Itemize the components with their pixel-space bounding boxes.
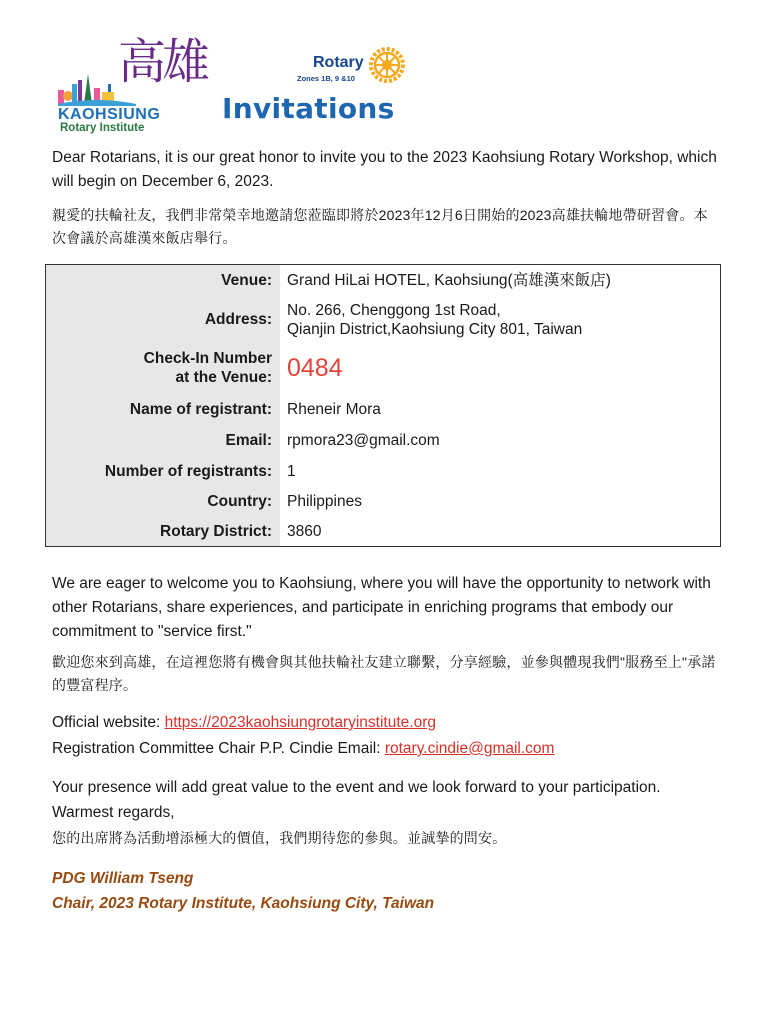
email-value: rpmora23@gmail.com bbox=[287, 432, 440, 449]
venue-label: Venue: bbox=[221, 272, 272, 289]
chair-email-link[interactable]: rotary.cindie@gmail.com bbox=[384, 740, 555, 757]
welcome-english: We are eager to welcome you to Kaohsiung, where you will have the opportunity to network with other Rotarians, share experiences, and participate in enriching programs that embody our commitment to "service first." bbox=[52, 575, 711, 640]
checkin-label-line-1: Check-In Number bbox=[143, 350, 272, 367]
checkin-number: 0484 bbox=[287, 354, 343, 382]
signature-name: PDG William Tseng bbox=[52, 870, 194, 887]
rotary-wheel-icon bbox=[369, 47, 405, 83]
rotary-zones-text: Zones 1B, 9 &10 bbox=[297, 74, 355, 83]
logo-chinese-characters: 高雄 bbox=[118, 34, 207, 90]
page-title: Invitations bbox=[222, 92, 395, 125]
venue-value: Grand HiLai HOTEL, Kaohsiung(高雄漢來飯店) bbox=[287, 272, 611, 289]
address-line-2: Qianjin District,Kaohsiung City 801, Taiwan bbox=[287, 321, 583, 338]
registrant-label: Name of registrant: bbox=[129, 401, 272, 418]
closing-english: Your presence will add great value to the event and we look forward to your participation. bbox=[52, 779, 661, 796]
country-label: Country: bbox=[207, 493, 272, 510]
welcome-chinese: 歡迎您來到高雄，在這裡您將有機會與其他扶輪社友建立聯繫，分享經驗，並參與體現我們"服務至上"承諾的豐富程序。 bbox=[52, 654, 716, 693]
rotary-wordmark: Rotary bbox=[313, 54, 364, 71]
registrant-value: Rheneir Mora bbox=[287, 401, 381, 418]
intro-english: Dear Rotarians, it is our great honor to invite you to the 2023 Kaohsiung Rotary Workshop, which will begin on December 6, 2023. bbox=[52, 149, 717, 190]
closing-chinese: 您的出席將為活動增添極大的價值，我們期待您的參與。並誠摯的問安。 bbox=[52, 830, 507, 846]
closing-regards: Warmest regards, bbox=[52, 804, 175, 821]
country-value: Philippines bbox=[287, 493, 362, 510]
chair-email-line bbox=[52, 737, 732, 761]
chair-email-label: Registration Committee Chair P.P. Cindie Email: bbox=[52, 740, 385, 757]
address-line-1: No. 266, Chenggong 1st Road, bbox=[287, 302, 501, 319]
district-label: Rotary District: bbox=[160, 523, 272, 540]
count-value: 1 bbox=[287, 463, 296, 480]
logo-main-text: KAOHSIUNG bbox=[58, 106, 161, 123]
intro-chinese: 親愛的扶輪社友，我們非常榮幸地邀請您蒞臨即將於2023年12月6日開始的2023高雄扶輪地帶研習會。本次會議於高雄漢來飯店舉行。 bbox=[52, 207, 708, 246]
registration-details-table bbox=[45, 264, 721, 547]
logo-sub-text: Rotary Institute bbox=[60, 122, 145, 134]
website-line bbox=[52, 711, 732, 735]
district-value: 3860 bbox=[287, 523, 322, 540]
kaohsiung-rotary-institute-logo bbox=[56, 34, 207, 134]
website-label: Official website: bbox=[52, 714, 165, 731]
rotary-logo bbox=[296, 44, 406, 86]
checkin-label-line-2: at the Venue: bbox=[175, 369, 272, 386]
signature-title: Chair, 2023 Rotary Institute, Kaohsiung City, Taiwan bbox=[52, 895, 435, 912]
website-link[interactable]: https://2023kaohsiungrotaryinstitute.org bbox=[164, 714, 436, 731]
address-label: Address: bbox=[204, 311, 272, 328]
count-label: Number of registrants: bbox=[104, 463, 272, 480]
email-label: Email: bbox=[225, 432, 272, 449]
